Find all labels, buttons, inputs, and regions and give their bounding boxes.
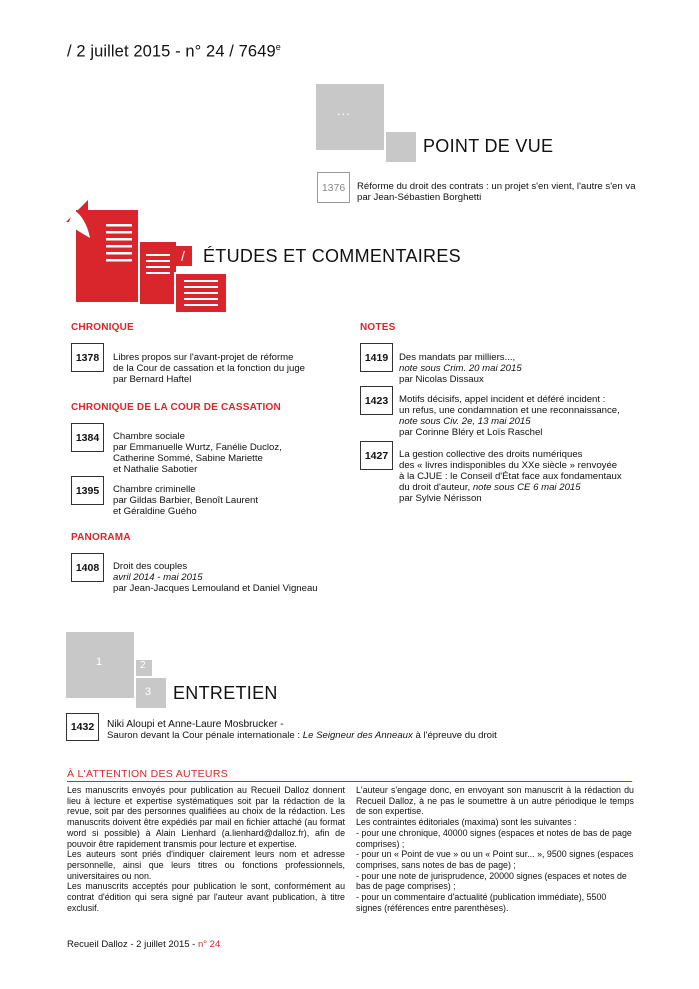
point-de-vue-entry[interactable] [357, 181, 636, 203]
entry-title: La gestion collective des droits numériques [399, 449, 583, 460]
panorama-entry[interactable] [113, 561, 318, 594]
auteurs-column-left [67, 785, 345, 913]
section-title-entretien: ENTRETIEN [173, 683, 278, 703]
entry-title: à la CJUE : le Conseil d'État face aux fondamentaux [399, 471, 622, 482]
entretien-box-3-label: 3 [145, 686, 152, 698]
article-number-1395[interactable]: 1395 [71, 476, 104, 505]
entry-author: et Géraldine Guého [113, 506, 197, 517]
entry-author: et Nathalie Sabotier [113, 464, 198, 475]
entry-title: Chambre criminelle [113, 484, 196, 495]
entry-title: Droit des couples [113, 561, 188, 572]
article-number-1378[interactable]: 1378 [71, 343, 104, 372]
entry-reference: note sous CE 6 mai 2015 [472, 482, 581, 493]
article-number-1423[interactable]: 1423 [360, 386, 393, 415]
entry-authors: Niki Aloupi et Anne-Laure Mosbrucker - [107, 719, 284, 730]
chronique-cc-entry-criminelle[interactable] [113, 484, 258, 517]
entry-period: avril 2014 - mai 2015 [113, 572, 203, 583]
article-number-1419[interactable]: 1419 [360, 343, 393, 372]
entry-title-line: de la Cour de cassation et la fonction du juge [113, 363, 306, 374]
entry-author: par Jean-Jacques Lemouland et Daniel Vigneau [113, 583, 318, 594]
entry-author: par Emmanuelle Wurtz, Fanélie Ducloz, [113, 442, 282, 453]
rubric-chronique-cour-de-cassation: CHRONIQUE DE LA COUR DE CASSATION [71, 402, 281, 413]
auteurs-paragraph: L'auteur s'engage donc, en envoyant son manuscrit à la rédaction du Recueil Dalloz, à ne pas le soumettre à un autre périodique le temps de son expertise. [356, 785, 634, 817]
auteurs-paragraph: Les auteurs sont priés d'indiquer clairement leurs nom et adresse personnelle, ainsi que leurs titres ou fonctions professionnels, universitaires ou non. [67, 849, 345, 881]
footer-issue: n° 24 [197, 939, 221, 950]
auteurs-paragraph: - pour un « Point de vue » ou un « Point sur... », 9500 signes (espaces comprises, sans notes de bas de page) ; [356, 849, 634, 870]
auteurs-paragraph: - pour un commentaire d'actualité (publication immédiate), 5500 signes (références entre parenthèses). [356, 892, 607, 913]
article-number-1408[interactable]: 1408 [71, 553, 104, 582]
entry-title-italic: Le Seigneur des Anneaux [302, 730, 413, 741]
entry-title: des « livres indisponibles du XXe siècle » renvoyée [399, 460, 618, 471]
entry-title: Chambre sociale [113, 431, 185, 442]
entry-title: un refus, une condamnation et une reconnaissance, [399, 405, 620, 416]
entry-author: par Sylvie Nérisson [399, 493, 482, 504]
entretien-box-1-label: 1 [96, 656, 103, 668]
entry-author: Catherine Sommé, Sabine Mariette [113, 453, 263, 464]
entry-author: par Corinne Bléry et Loïs Raschel [399, 427, 543, 438]
footer-text: Recueil Dalloz - 2 juillet 2015 - [67, 939, 198, 950]
note-entry-1419[interactable] [399, 352, 522, 385]
auteurs-paragraph: Les contraintes éditoriales (maxima) sont les suivantes : [356, 817, 577, 828]
entretien-box-2-label: 2 [140, 660, 146, 671]
entry-author: par Jean-Sébastien Borghetti [357, 192, 482, 203]
entry-title: du droit d'auteur, [399, 482, 473, 493]
article-number-1384[interactable]: 1384 [71, 423, 104, 452]
auteurs-divider [67, 781, 632, 782]
note-entry-1423[interactable] [399, 394, 620, 438]
auteurs-paragraph: Les manuscrits acceptés pour publication le sont, conformément au contrat d'édition qui sera signé par l'auteur avant publication, à titre exclusif. [67, 881, 345, 913]
chronique-entry[interactable] [113, 352, 305, 385]
section-title-point-de-vue: POINT DE VUE [423, 136, 554, 156]
documents-icon [66, 200, 226, 312]
auteurs-paragraph: - pour une chronique, 40000 signes (espaces et notes de bas de page comprises) ; [356, 827, 632, 849]
entretien-entry[interactable] [107, 719, 497, 741]
entry-author: par Gildas Barbier, Benoît Laurent [113, 495, 259, 506]
entry-title: à l'épreuve du droit [412, 730, 497, 741]
chronique-cc-entry-sociale[interactable] [113, 431, 282, 475]
rubric-chronique: CHRONIQUE [71, 322, 134, 333]
entry-reference: note sous Crim. 20 mai 2015 [399, 363, 522, 374]
entry-author: par Bernard Haftel [113, 374, 192, 385]
issue-header: / 2 juillet 2015 - n° 24 / 7649e [67, 42, 281, 61]
article-number-1432[interactable]: 1432 [66, 713, 99, 741]
slash-marker: / [174, 246, 192, 266]
entry-reference: note sous Civ. 2e, 13 mai 2015 [399, 416, 531, 427]
auteurs-column-right [356, 785, 634, 913]
page-footer [67, 939, 220, 950]
entry-title: Des mandats par milliers..., [399, 352, 516, 363]
article-number-1427[interactable]: 1427 [360, 441, 393, 470]
rubric-notes: NOTES [360, 322, 396, 333]
point-de-vue-icon-box-small [384, 130, 416, 162]
auteurs-paragraph: Les manuscrits envoyés pour publication au Recueil Dalloz donnent lieu à lecture et expertise systématiques soit par la rédaction de la revue, soit par des personnes qualifiées au choix de la rédaction. Les manuscrits doivent être expédiés par mail en fichier attaché (au format word si possible) à Alain Lienhard (a.lienhard@dalloz.fr), afin de pouvoir être rapidement transmis pour lecture et expertise. [67, 785, 345, 849]
note-entry-1427[interactable] [399, 449, 622, 504]
entry-title: Sauron devant la Cour pénale internationale : [107, 730, 303, 741]
entry-title: Réforme du droit des contrats : un projet s'en vient, l'autre s'en va [357, 181, 636, 192]
entry-title: Motifs décisifs, appel incident et déféré incident : [399, 394, 606, 405]
entry-title-line: Libres propos sur l'avant-projet de réforme [113, 352, 294, 363]
entry-author: par Nicolas Dissaux [399, 374, 484, 385]
ellipsis-icon: ... [337, 103, 351, 118]
article-number-1376[interactable]: 1376 [317, 172, 350, 203]
auteurs-heading: À L'ATTENTION DES AUTEURS [67, 768, 229, 780]
section-title-etudes: ÉTUDES ET COMMENTAIRES [203, 246, 461, 266]
auteurs-paragraph: - pour une note de jurisprudence, 20000 signes (espaces et notes de bas de page comprises) ; [356, 870, 627, 892]
rubric-panorama: PANORAMA [71, 532, 131, 543]
